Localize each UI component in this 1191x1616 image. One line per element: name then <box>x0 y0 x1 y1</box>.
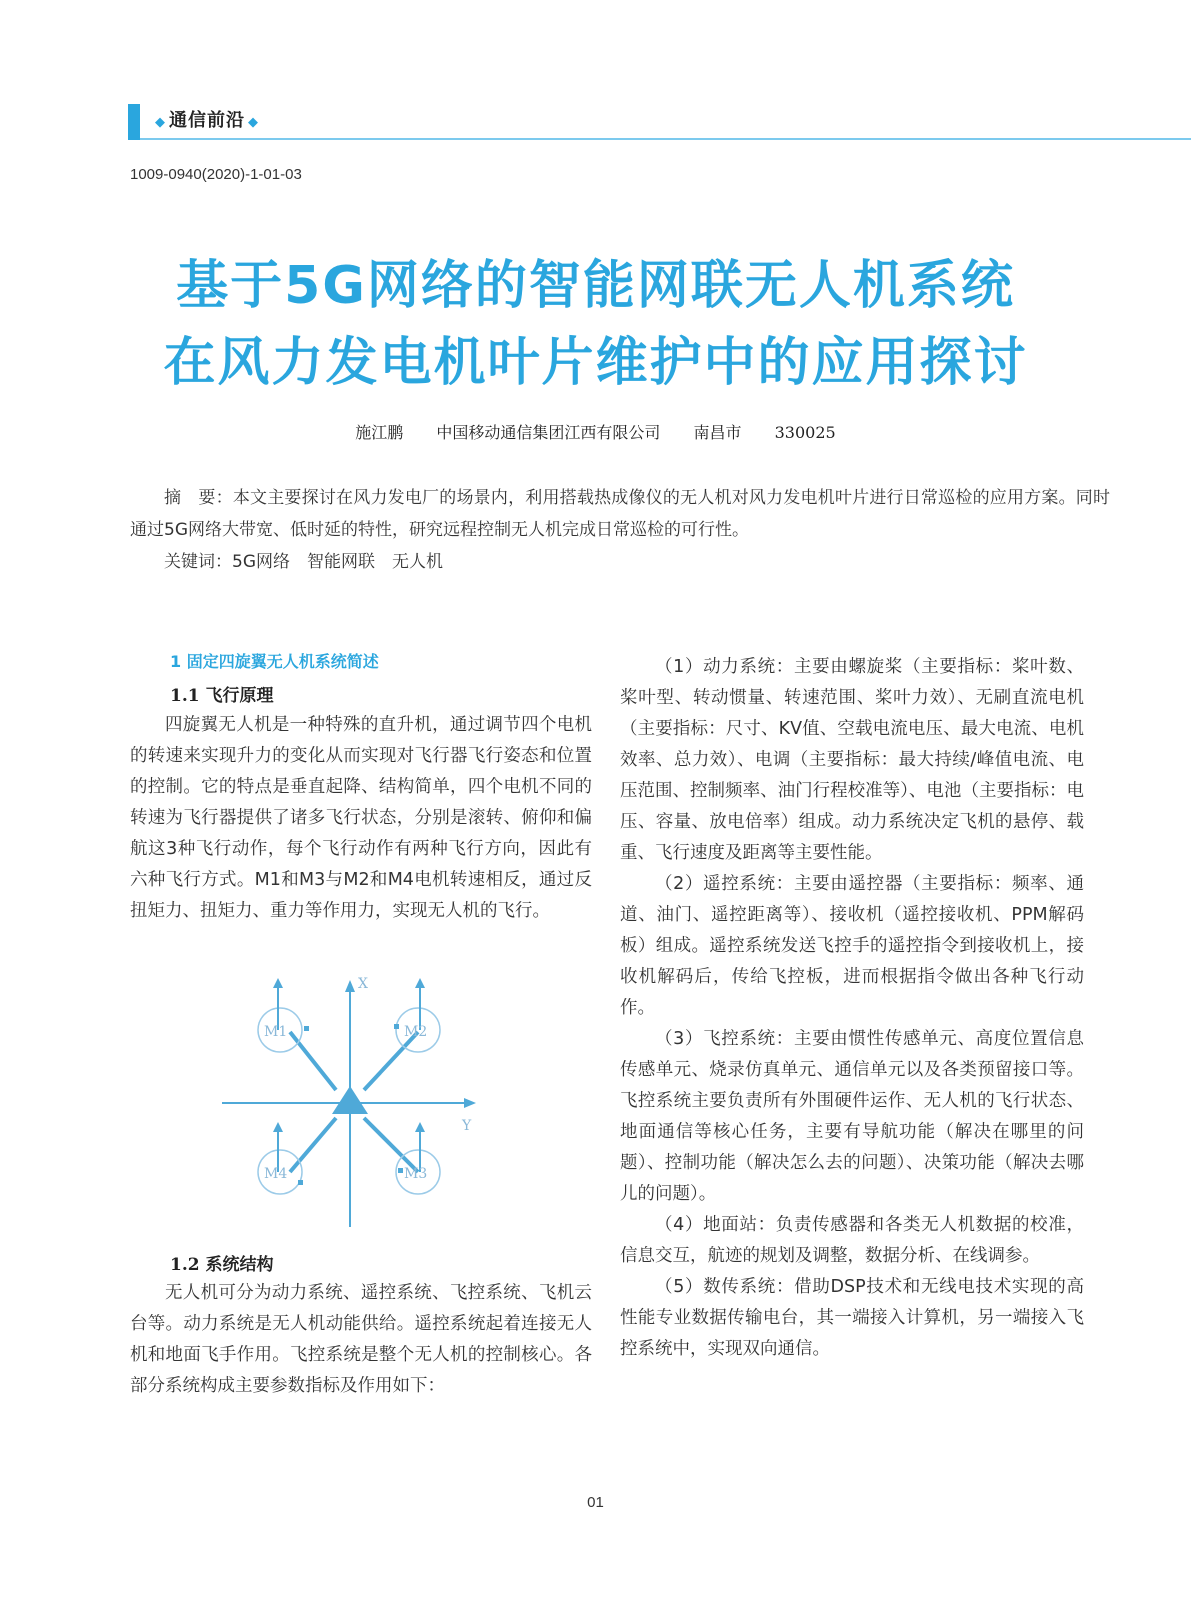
motor-label-m2: M2 <box>404 1024 428 1040</box>
page-number: 01 <box>587 1494 604 1511</box>
axis-label-y: Y <box>462 1118 472 1134</box>
paragraph-ground-station: （4）地面站：负责传感器和各类无人机数据的校准，信息交互，航迹的规划及调整，数据分析、在线调参。 <box>620 1215 1084 1266</box>
subsection-1-1-body <box>130 710 592 927</box>
author-line <box>0 420 1191 443</box>
header-rule <box>140 138 1191 140</box>
subsection-1-2-title: 1.2 系统结构 <box>170 1255 274 1275</box>
diamond-icon: ◆ <box>155 115 166 130</box>
rotation-marker <box>298 1180 303 1185</box>
subsection-1-1-title: 1.1 飞行原理 <box>170 686 274 706</box>
paragraph: 四旋翼无人机是一种特殊的直升机，通过调节四个电机的转速来实现升力的变化从而实现对飞行器飞行姿态和位置的控制。它的特点是垂直起降、结构简单，四个电机不同的转速为飞行器提供了诸多飞行状态，分别是滚转、俯仰和偏航这3种飞行动作，每个飞行动作有两种飞行方向，因此有六种飞行方式。M1和M3与M2和M4电机转速相反，通过反扭矩力、扭矩力、重力等作用力，实现无人机的飞行。 <box>130 715 592 921</box>
header-accent-bar <box>128 104 140 140</box>
arm-m4 <box>290 1118 336 1172</box>
author-city: 南昌市 <box>693 423 742 442</box>
section-header-label: 通信前沿 <box>169 110 245 131</box>
motor-label-m4: M4 <box>264 1166 288 1182</box>
x-axis-arrowhead <box>345 980 355 992</box>
rotation-marker <box>304 1026 309 1031</box>
drone-body-icon <box>332 1086 368 1114</box>
paragraph-flight-control: （3）飞控系统：主要由惯性传感单元、高度位置信息传感单元、烧录仿真单元、通信单元以及各类预留接口等。飞控系统主要负责所有外围硬件运作、无人机的飞行状态、地面通信等核心任务，主要有导航功能（解决在哪里的问题）、控制功能（解决怎么去的问题）、决策功能（解决去哪儿的问题）。 <box>620 1029 1084 1204</box>
author-affiliation: 中国移动通信集团江西有限公司 <box>436 423 661 442</box>
arm-m2 <box>364 1032 418 1090</box>
arrowhead <box>415 978 425 988</box>
rotation-marker <box>394 1024 399 1029</box>
section-header-title <box>152 108 262 136</box>
section-1-title: 1 固定四旋翼无人机系统简述 <box>170 652 379 671</box>
axis-label-x: X <box>358 976 368 992</box>
arm-m1 <box>290 1032 336 1090</box>
abstract <box>130 482 1110 578</box>
paragraph-data-link: （5）数传系统：借助DSP技术和无线电技术实现的高性能专业数据传输电台，其一端接入计算机，另一端接入飞控系统中，实现双向通信。 <box>620 1277 1084 1359</box>
motor-label-m1: M1 <box>264 1024 288 1040</box>
arrowhead <box>273 1122 283 1132</box>
document-code: 1009-0940(2020)-1-01-03 <box>130 166 302 183</box>
motor-label-m3: M3 <box>404 1166 428 1182</box>
author-name: 施江鹏 <box>355 423 404 442</box>
abstract-text: 摘 要：本文主要探讨在风力发电厂的场景内，利用搭载热成像仪的无人机对风力发电机叶片进行日常巡检的应用方案。同时通过5G网络大带宽、低时延的特性，研究远程控制无人机完成日常巡检的可行性。 <box>130 488 1110 540</box>
author-postcode: 330025 <box>774 423 836 442</box>
right-column <box>620 652 1084 1365</box>
arm-m3 <box>364 1118 418 1172</box>
arrowhead <box>273 978 283 988</box>
diamond-icon: ◆ <box>248 115 259 130</box>
y-axis-arrowhead <box>464 1098 476 1108</box>
section-header <box>128 104 1191 140</box>
paragraph: 无人机可分为动力系统、遥控系统、飞控系统、飞机云台等。动力系统是无人机动能供给。遥控系统起着连接无人机和地面飞手作用。飞控系统是整个无人机的控制核心。各部分系统构成主要参数指标及作用如下： <box>130 1283 592 1396</box>
rotation-marker <box>398 1168 403 1173</box>
paragraph-power-system: （1）动力系统：主要由螺旋桨（主要指标：桨叶数、桨叶型、转动惯量、转速范围、桨叶力效）、无刷直流电机（主要指标：尺寸、KV值、空载电流电压、最大电流、电机效率、总力效）、电调（主要指标：最大持续/峰值电流、电压范围、控制频率、油门行程校准等）、电池（主要指标：电压、容量、放电倍率）组成。动力系统决定飞机的悬停、载重、飞行速度及距离等主要性能。 <box>620 657 1084 863</box>
keywords: 关键词：5G网络 智能网联 无人机 <box>164 552 443 572</box>
subsection-1-2-body <box>130 1278 592 1402</box>
article-title-line-2: 在风力发电机叶片维护中的应用探讨 <box>163 333 1028 393</box>
arrowhead <box>415 1122 425 1132</box>
paragraph-remote-system: （2）遥控系统：主要由遥控器（主要指标：频率、通道、油门、遥控距离等）、接收机（遥控接收机、PPM解码板）组成。遥控系统发送飞控手的遥控指令到接收机上，接收机解码后，传给飞控板，进而根据指令做出各种飞行动作。 <box>620 874 1084 1018</box>
quadrotor-diagram <box>218 972 490 1232</box>
article-title-line-1: 基于5G网络的智能网联无人机系统 <box>176 256 1015 316</box>
